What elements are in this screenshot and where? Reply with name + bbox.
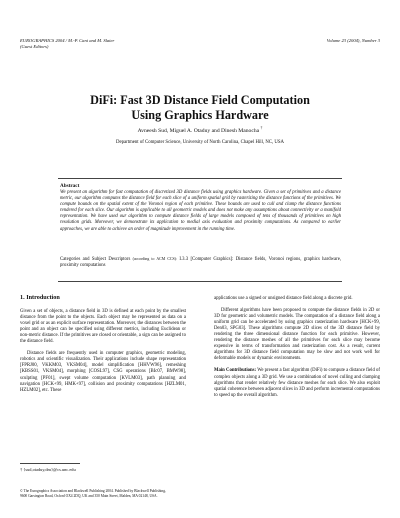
right-paragraph-1: applications use a signed or unsigned distance field along a discrete grid. xyxy=(214,296,353,301)
ccs-text: I.3.3 [Computer Graphics]: Distance fields, Voronoi regions, graphics hardware, proximity computations xyxy=(60,257,342,269)
running-header-right: Volume 23 (2004), Number 3 xyxy=(326,38,380,43)
ccs-categories xyxy=(60,256,341,269)
abstract-bottom-rule xyxy=(58,281,342,282)
editors-line: (Guest Editors) xyxy=(20,44,49,49)
abstract-heading: Abstract xyxy=(60,183,80,189)
right-column xyxy=(214,296,380,405)
ccs-note: (according to ACM CCS): xyxy=(132,257,178,261)
footnote: † {sud,otaduy,dm}@cs.unc.edu xyxy=(20,467,76,472)
intro-paragraph-1: Given a set of objects, a distance field in 3D is defined at each point by the smallest distance from the point to the objects. Each object may be represented as data on a voxel grid or as an explicit surface representation. Moreover, the distances between the point and an object can be specified using different metrics, including Euclidean or non-metric distance. If the primitives are closed or orientable, a sign can be assigned to the distance field. xyxy=(20,309,186,345)
ccs-label: Categories and Subject Descriptors xyxy=(60,257,131,262)
author-names: Avneesh Sud, Miguel A. Otaduy and Dinesh Manocha xyxy=(137,127,260,134)
affiliation: Department of Computer Science, University of North Carolina, Chapel Hill, NC, USA xyxy=(116,140,284,145)
contributions-text: We present a fast algorithm (DiFi) to compute a distance field of complex objects along a 3D grid. We use a combination of novel culling and clamping algorithms that render relatively few distance meshes for each slice. We also exploit spatial coherence between adjacent slices in 3D and perform incremental computations to speed up the overall algorithm. xyxy=(214,368,380,398)
section-title: 1. Introduction xyxy=(20,294,60,301)
contributions-lead: Main Contributions: xyxy=(214,368,257,374)
paper-title xyxy=(0,93,400,123)
author-footnote-mark: † xyxy=(260,126,263,130)
title-line-1: DiFi: Fast 3D Distance Field Computation xyxy=(90,93,310,107)
title-line-2: Using Graphics Hardware xyxy=(131,108,269,122)
contributions-paragraph xyxy=(214,368,380,398)
copyright-notice: © The Eurographics Association and Blackwell Publishing 2004. Published by Blackwell Publishing, 9600 Garsington Road, Oxford OX4 2DQ, UK and 350 Main Street, Malden, MA 02148, USA. xyxy=(20,489,166,498)
footnote-rule xyxy=(20,463,80,464)
left-column xyxy=(20,295,186,400)
conference-line: EUROGRAPHICS 2004 / M.-P. Cani and M. Slater xyxy=(20,38,115,43)
abstract-text: We present an algorithm for fast computation of discretized 3D distance fields using graphics hardware. Given a set of primitives and a distance metric, our algorithm computes the distance field for each slice of a uniform spatial grid by rasterizing the distance functions of the primitives. We compute bounds on the spatial extent of the Voronoi region of each primitive. These bounds are used to cull and clamp the distance functions rendered for each slice. Our algorithm is applicable to all geometric models and does not make any assumptions about connectivity or a manifold representation. We have used our algorithm to compute distance fields of large models composed of tens of thousands of primitives on high resolution grids. Moreover, we demonstrate its application to medial axis evaluation and proximity computations. As compared to earlier approaches, we are able to achieve an order of magnitude improvement in the running time. xyxy=(60,190,341,232)
right-paragraph-2: Different algorithms have been proposed to compute the distance fields in 2D or 3D for geometric and volumetric models. The computation of a distance field along a uniform grid can be accelerated by using graphics rasterization hardware [HCK+99, Den03, SPG03]. These algorithms compute 2D slices of the 3D distance field by rendering the three dimensional distance function for each primitive. However, rendering the distance meshes of all the primitives for each slice may become expensive in terms of transformation and rasterization cost. As a result, current algorithms for 3D distance field computation may be slow and not work well for deformable models or dynamic environments. xyxy=(214,308,380,362)
abstract-top-rule xyxy=(58,178,342,179)
intro-paragraph-2: Distance fields are frequently used in computer graphics, geometric modeling, robotics and scientific visualization. Their applications include shape representation [FPRJ00, VKKM03, VKSM04], model simplification [HHVW96], remeshing [KBSS01, VKSM04], morphing [COSL97], CSG operations [BIc07, BMW98], sculpting [PF01], swept volume computation [KVLM03], path planning and navigation [HCK+99, HMK+97], collision and proximity computations [HZLM01, HZLM02], etc. These xyxy=(20,351,186,393)
author-list xyxy=(0,126,400,134)
running-header-left xyxy=(20,38,114,50)
